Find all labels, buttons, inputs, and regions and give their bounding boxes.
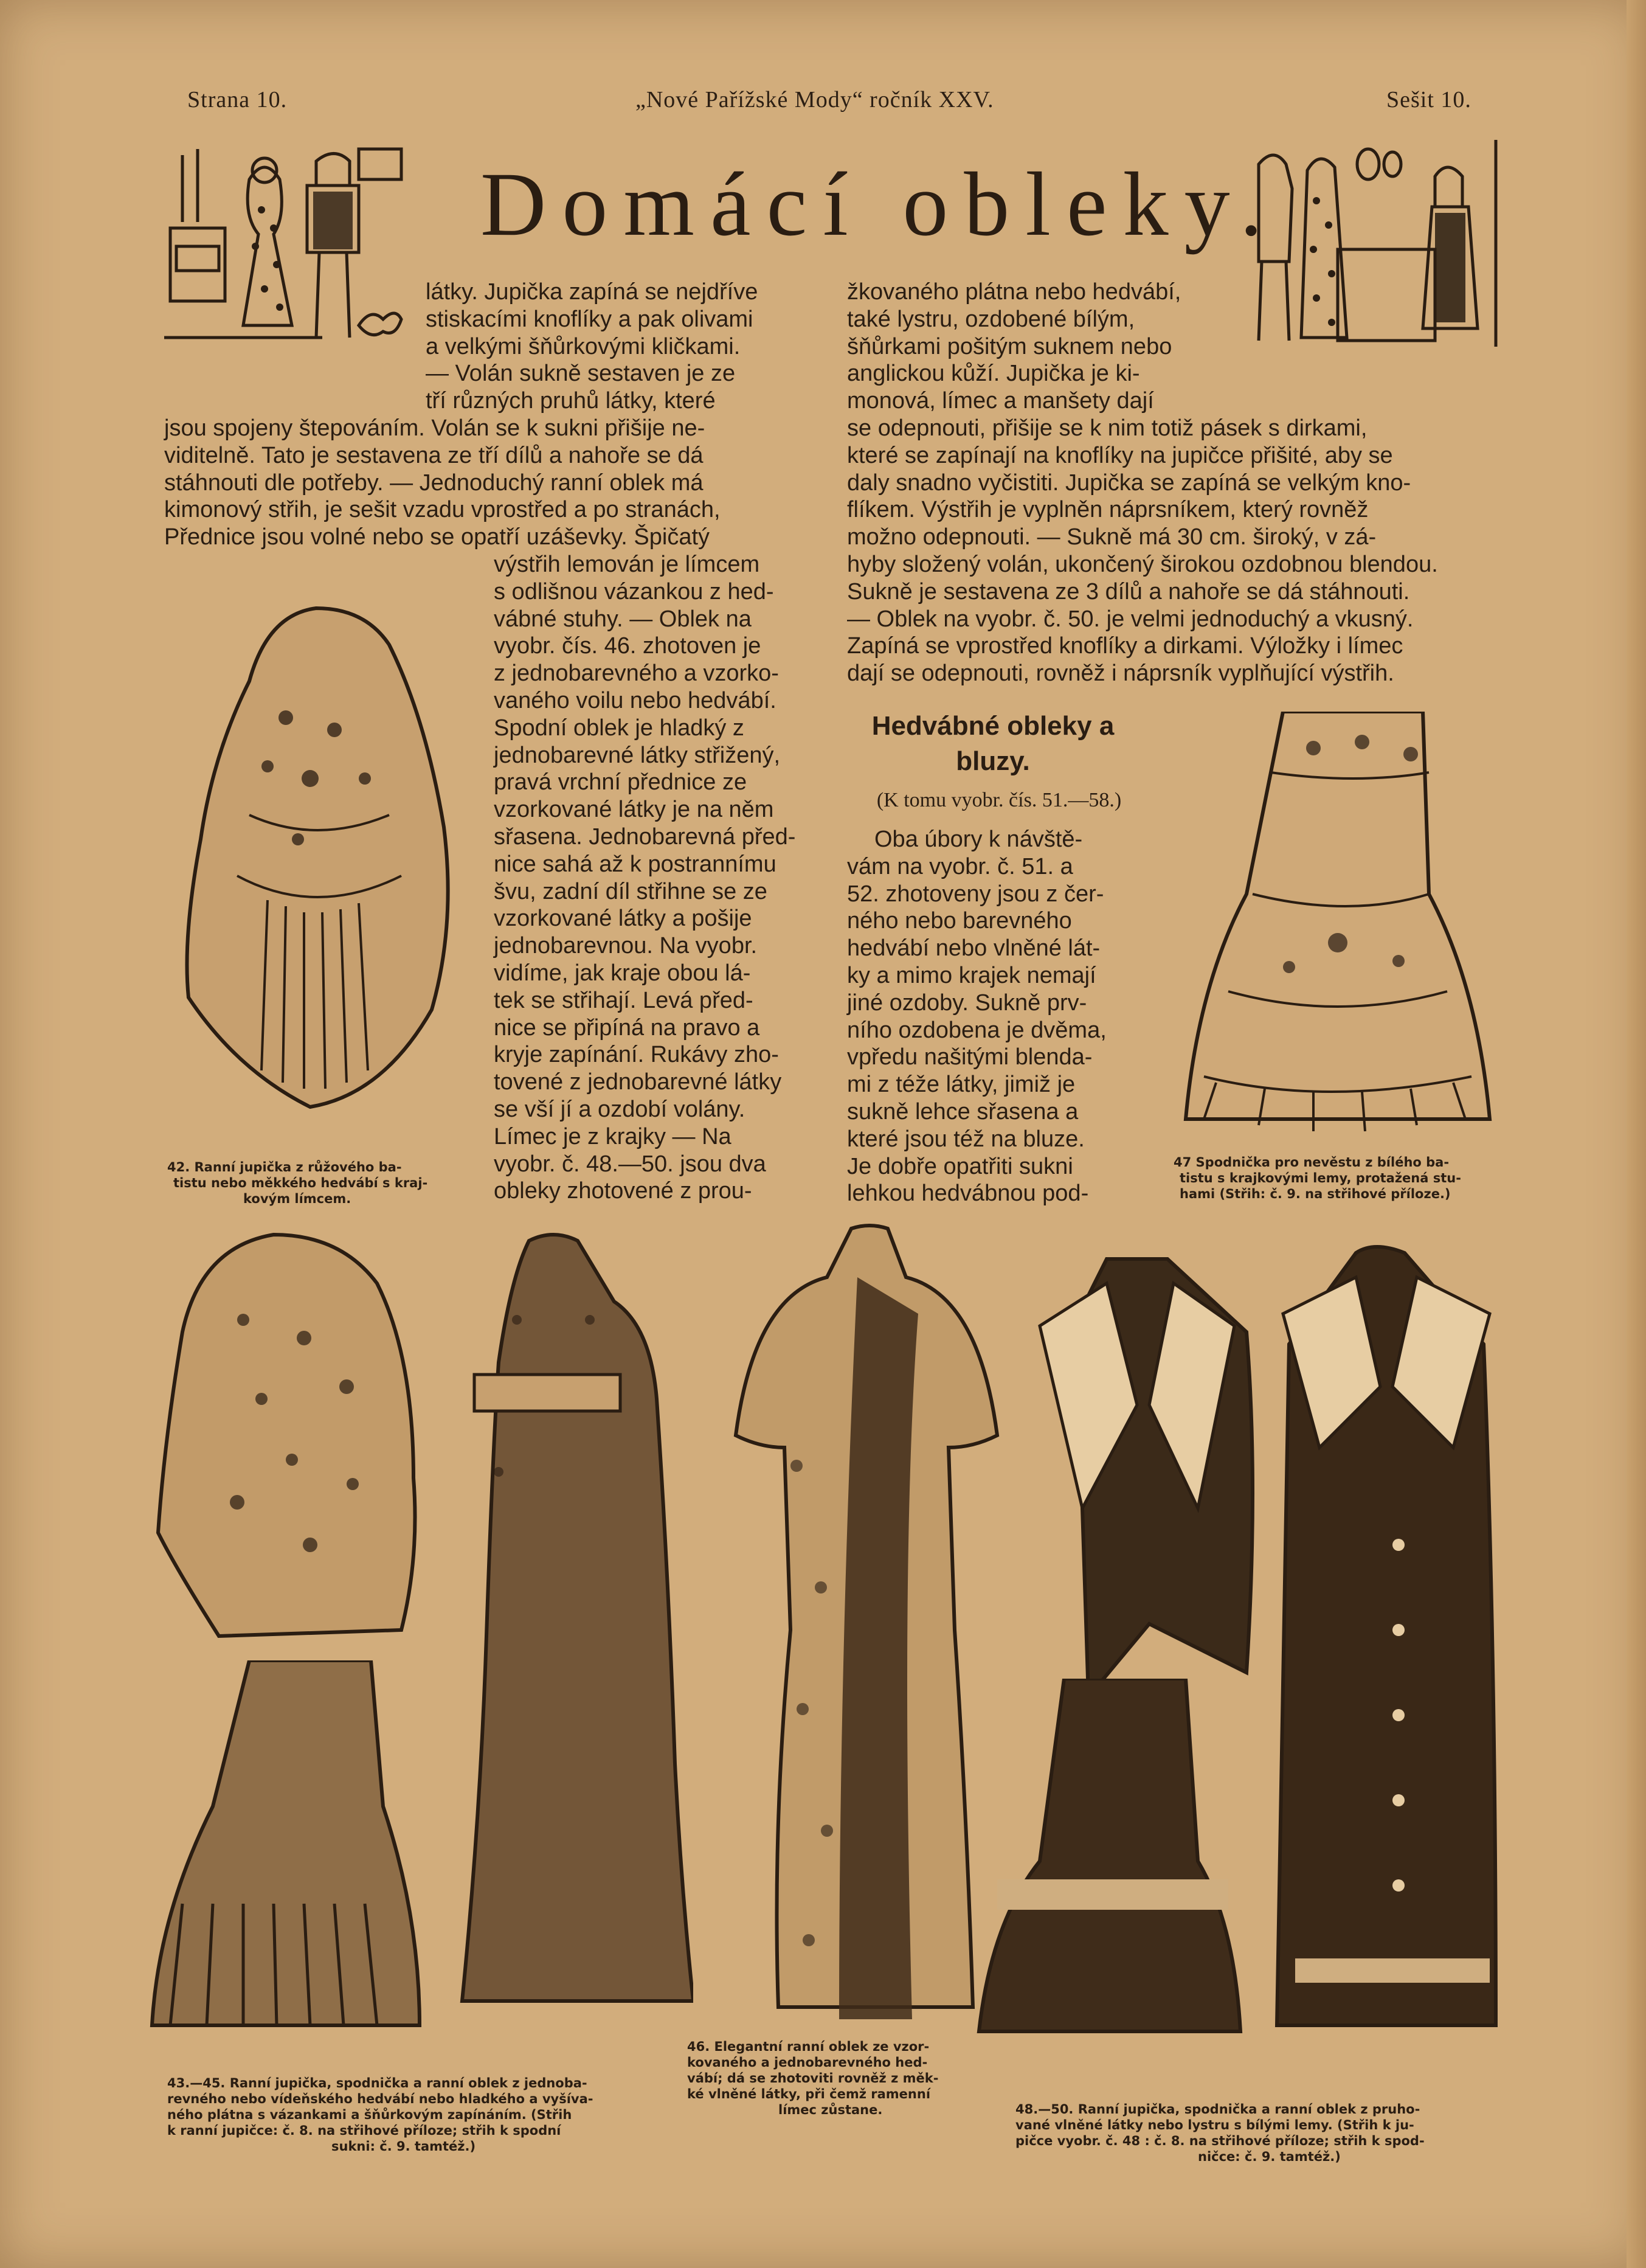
- text-line: 52. zhotoveny jsou z čer-: [847, 881, 1104, 907]
- text-line: anglickou kůží. Jupička je ki-: [847, 361, 1140, 387]
- text-block-col3b: [847, 826, 1151, 1207]
- caption-line: ké vlněné látky, při čemž ramenní: [687, 2087, 931, 2101]
- caption-line: límec zůstane.: [778, 2103, 883, 2117]
- caption-line: hami (Střih: č. 9. na střihové příloze.): [1180, 1187, 1451, 1201]
- text-line: vpředu našitými blenda-: [847, 1044, 1093, 1070]
- text-line: vyobr. čís. 46. zhotoven je: [494, 633, 761, 659]
- text-line: Spodní oblek je hladký z: [494, 715, 744, 741]
- text-line: — Oblek na vyobr. č. 50. je velmi jednoduchý a vkusný.: [847, 606, 1414, 632]
- header-page-number: Strana 10.: [187, 87, 288, 113]
- text-line: s odlišnou vázankou z hed-: [494, 578, 774, 605]
- text-line: jednobarevnou. Na vyobr.: [494, 933, 758, 959]
- text-line: hedvábí nebo vlněné lát-: [847, 935, 1101, 962]
- figure-44-skirt-illustration: [146, 1660, 432, 2037]
- caption-line: 47 Spodnička pro nevěstu z bílého ba-: [1174, 1155, 1450, 1170]
- figure-45-gown-illustration: [426, 1229, 693, 2025]
- text-line: Oba úbory k návště-: [874, 827, 1083, 852]
- text-line: Je dobře opatřiti sukni: [847, 1153, 1073, 1179]
- figure-47-illustration: [1180, 712, 1496, 1137]
- text-line: kryje zapínání. Rukávy zho-: [494, 1042, 779, 1068]
- caption-line: tistu nebo měkkého hedvábí s kraj-: [173, 1176, 428, 1190]
- caption-line: pičce vyobr. č. 48 : č. 8. na střihové příloze; střih k spod-: [1015, 2134, 1425, 2148]
- figure-43-jacket-illustration: [152, 1229, 444, 1642]
- caption-line: 43.—45. Ranní jupička, spodnička a ranní oblek z jednoba-: [167, 2076, 587, 2090]
- text-line: z jednobarevného a vzorko-: [494, 661, 779, 687]
- caption-line: ného plátna s vázankami a šňůrkovým zapínáním. (Střih: [167, 2107, 572, 2122]
- text-line: švu, zadní díl střihne se ze: [494, 878, 767, 904]
- vignette-serving-illustration: [1240, 140, 1502, 350]
- text-line: stáhnouti dle potřeby. — Jednoduchý ranní oblek má: [164, 470, 704, 496]
- text-line: obleky zhotovené z prou-: [494, 1178, 752, 1204]
- text-line: sřasena. Jednobarevná před-: [494, 824, 796, 850]
- text-block-col1: [164, 279, 851, 551]
- scan-edge: [1627, 0, 1646, 2268]
- text-line: výstřih lemován je límcem: [494, 552, 760, 577]
- header-magazine-title: „Nové Pařížské Mody“ ročník XXV.: [635, 87, 994, 113]
- text-line: vidíme, jak kraje obou lá-: [494, 960, 751, 986]
- text-line: šňůrkami pošitým suknem nebo: [847, 333, 1172, 359]
- text-line: dají se odepnouti, rovněž i náprsník vyplňující výstřih.: [847, 661, 1394, 687]
- text-line: sukně lehce sřasena a: [847, 1098, 1079, 1125]
- text-line: monová, límec a manšety dají: [847, 388, 1154, 414]
- text-line: vám na vyobr. č. 51. a: [847, 853, 1073, 879]
- text-line: tovené z jednobarevné látky: [494, 1069, 782, 1095]
- text-line: nice se připíná na pravo a: [494, 1014, 760, 1041]
- text-line: které jsou též na bluze.: [847, 1126, 1085, 1152]
- text-block-col3-top: [847, 279, 1212, 415]
- text-line: tek se střihají. Levá před-: [494, 987, 753, 1013]
- text-line: ního ozdobena je dvěma,: [847, 1017, 1107, 1043]
- caption-figure-42: [167, 1159, 441, 1207]
- text-line: žkovaného plátna nebo hedvábí,: [847, 279, 1181, 305]
- text-line: ky a mimo krajek nemají: [847, 962, 1096, 988]
- text-block-col2: [494, 551, 822, 1205]
- text-line: vábné stuhy. — Oblek na: [494, 606, 752, 632]
- caption-line: 42. Ranní jupička z růžového ba-: [167, 1160, 402, 1174]
- caption-figures-48-50: [1015, 2101, 1514, 2165]
- text-line: jiné ozdoby. Sukně prv-: [847, 990, 1087, 1016]
- text-line: viditelně. Tato je sestavena ze tří dílů a nahoře se dá: [164, 442, 704, 468]
- text-line: daly snadno vyčistiti. Jupička se zapíná se velkým kno-: [847, 470, 1411, 496]
- text-line: se vší jí a ozdobí volány.: [494, 1096, 745, 1122]
- caption-figure-46: [687, 2039, 1003, 2118]
- text-line: také lystru, ozdobené bílým,: [847, 306, 1135, 332]
- text-line: a velkými šňůrkovými kličkami.: [426, 333, 741, 359]
- text-line: hyby složený volán, ukončený širokou ozdobnou blendou.: [847, 551, 1438, 577]
- caption-line: revného nebo vídeňského hedvábí nebo hladkého a vyšíva-: [167, 2092, 593, 2106]
- text-line: pravá vrchní přednice ze: [494, 769, 747, 796]
- caption-line: k ranní jupičce: č. 8. na střihové příloze; střih k spodní: [167, 2123, 561, 2138]
- section-subheading: (K tomu vyobr. čís. 51.—58.): [876, 789, 1122, 811]
- text-line: vzorkované látky je na něm: [494, 797, 774, 823]
- header-issue-number: Sešit 10.: [1386, 87, 1471, 113]
- text-line: mi z téže látky, jimiž je: [847, 1072, 1076, 1098]
- text-line: vaného voilu nebo hedvábí.: [494, 687, 776, 713]
- text-line: Sukně je sestavena ze 3 dílů a nahoře se dá stáhnouti.: [847, 578, 1410, 605]
- text-line: tří různých pruhů látky, které: [426, 388, 716, 414]
- section-heading: [847, 709, 1139, 779]
- figure-50-gown-illustration: [1259, 1241, 1514, 2037]
- text-line: stiskacími knoflíky a pak olivami: [426, 306, 753, 332]
- caption-line: kovým límcem.: [243, 1191, 351, 1206]
- figure-48-jacket-illustration: [1015, 1253, 1259, 1691]
- text-block-col3-wide: [847, 415, 1504, 687]
- caption-line: ničce: č. 9. tamtéž.): [1198, 2149, 1341, 2164]
- caption-line: vané vlněné látky nebo lystru s bílými lemy. (Střih k ju-: [1015, 2118, 1414, 2132]
- text-line: nice sahá až k postrannímu: [494, 851, 776, 877]
- caption-line: 48.—50. Ranní jupička, spodnička a ranní oblek z pruho-: [1015, 2102, 1420, 2117]
- text-line: látky. Jupička zapíná se nejdříve: [426, 279, 758, 305]
- caption-figure-47: [1174, 1154, 1490, 1202]
- text-line: lehkou hedvábnou pod-: [847, 1181, 1089, 1207]
- text-line: kimonový střih, je sešit vzadu vprostřed a po stranách,: [164, 497, 721, 523]
- text-line: možno odepnouti. — Sukně má 30 cm. široký, v zá-: [847, 524, 1377, 550]
- page-title: Domácí obleky.: [480, 154, 1279, 255]
- caption-line: tistu s krajkovými lemy, protažená stu-: [1180, 1171, 1461, 1185]
- caption-figures-43-45: [167, 2075, 666, 2154]
- figure-49-skirt-illustration: [973, 1679, 1253, 2044]
- text-line: Límec je z krajky — Na: [494, 1123, 731, 1150]
- text-line: vyobr. č. 48.—50. jsou dva: [494, 1151, 766, 1177]
- text-line: které se zapínají na knoflíky na jupičce přišité, aby se: [847, 442, 1393, 468]
- section-heading-line: Hedvábné obleky a: [871, 711, 1115, 741]
- text-line: jsou spojeny štepováním. Volán se k sukni přišije ne-: [164, 415, 705, 441]
- text-line: se odepnouti, přišije se k nim totiž pásek s dirkami,: [847, 415, 1368, 441]
- section-heading-line: bluzy.: [956, 746, 1030, 776]
- figure-42-illustration: [176, 596, 462, 1119]
- text-line: vzorkované látky a pošije: [494, 906, 752, 932]
- caption-line: 46. Elegantní ranní oblek ze vzor-: [687, 2039, 930, 2054]
- text-line: flíkem. Výstřih je vyplněn náprsníkem, který rovněž: [847, 497, 1369, 523]
- caption-line: kovaného a jednobarevného hed-: [687, 2055, 928, 2070]
- text-line: Zapíná se vprostřed knoflíky a dirkami. Výložky i límec: [847, 633, 1403, 659]
- figure-46-gown-illustration: [730, 1222, 1009, 2031]
- caption-line: sukni: č. 9. tamtéž.): [331, 2139, 476, 2154]
- caption-line: vábí; dá se zhotoviti rovněž z měk-: [687, 2071, 939, 2086]
- text-line: jednobarevné látky střižený,: [494, 742, 781, 768]
- text-line: ného nebo barevného: [847, 908, 1072, 934]
- text-line: — Volán sukně sestaven je ze: [426, 361, 736, 387]
- text-line: Přednice jsou volné nebo se opatří uzáševky. Špičatý: [164, 524, 710, 550]
